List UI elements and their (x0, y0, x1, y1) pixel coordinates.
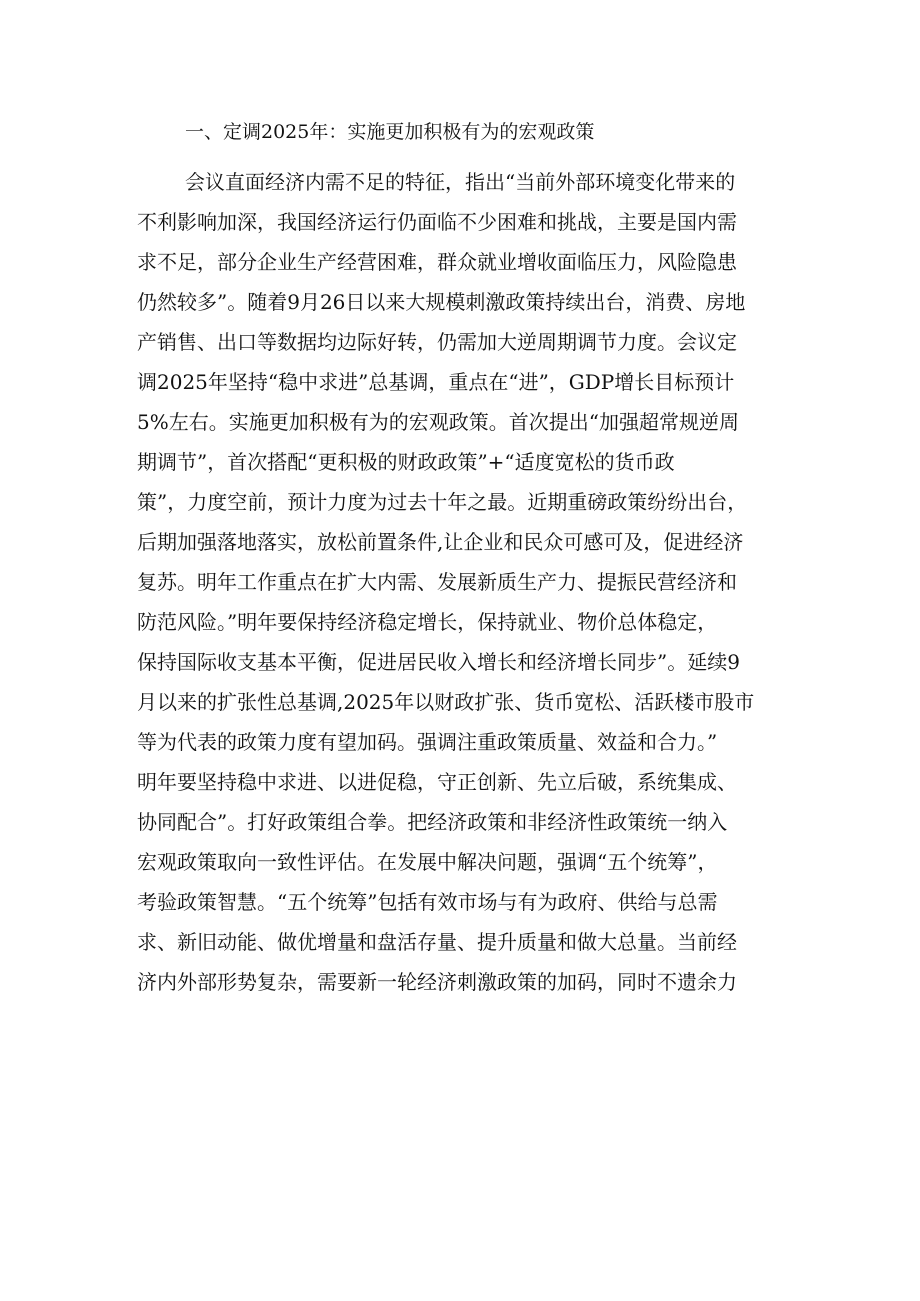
text-line: 产销售、出口等数据均边际好转，仍需加大逆周期调节力度。会议定 (137, 330, 737, 354)
text-line: 期调节”，首次搭配“更积极的财政政策”+“适度宽松的货币政 (137, 450, 675, 474)
body-paragraph (137, 162, 797, 1002)
text-line: 考验政策智慧。“五个统筹”包括有效市场与有为政府、供给与总需 (137, 890, 718, 914)
text-line: 复苏。明年工作重点在扩大内需、发展新质生产力、提振民营经济和 (137, 570, 737, 594)
text-line: 会议直面经济内需不足的特征，指出“当前外部环境变化带来的 (185, 170, 736, 194)
text-line: 不利影响加深，我国经济运行仍面临不少困难和挑战，主要是国内需 (137, 210, 737, 234)
text-line: 求、新旧动能、做优增量和盘活存量、提升质量和做大总量。当前经 (137, 930, 737, 954)
text-line: 济内外部形势复杂，需要新一轮经济刺激政策的加码，同时不遗余力 (137, 970, 737, 994)
text-line: 保持国际收支基本平衡，促进居民收入增长和经济增长同步”。延续9 (137, 650, 740, 674)
text-line: 调2025年坚持“稳中求进”总基调，重点在“进”，GDP增长目标预计 (137, 370, 735, 394)
text-line: 协同配合”。打好政策组合拳。把经济政策和非经济性政策统一纳入 (137, 810, 728, 834)
text-line: 月以来的扩张性总基调,2025年以财政扩张、货币宽松、活跃楼市股市 (137, 690, 755, 714)
text-line: 策”，力度空前，预计力度为过去十年之最。近期重磅政策纷纷出台， (137, 490, 748, 514)
text-line: 宏观政策取向一致性评估。在发展中解决问题，强调“五个统筹”， (137, 850, 718, 874)
text-line: 仍然较多”。随着9月26日以来大规模刺激政策持续出台，消费、房地 (137, 290, 746, 314)
text-line: 防范风险。”明年要保持经济稳定增长，保持就业、物价总体稳定， (137, 610, 718, 634)
text-line: 5%左右。实施更加积极有为的宏观政策。首次提出“加强超常规逆周 (137, 410, 739, 434)
text-line: 等为代表的政策力度有望加码。强调注重政策质量、效益和合力。” (137, 730, 718, 754)
text-line: 求不足，部分企业生产经营困难，群众就业增收面临压力，风险隐患 (137, 250, 737, 274)
text-line: 后期加强落地落实，放松前置条件,让企业和民众可感可及，促进经济 (137, 530, 744, 554)
section-heading: 一、定调2025年：实施更加积极有为的宏观政策 (185, 121, 595, 143)
text-line: 明年要坚持稳中求进、以进促稳，守正创新、先立后破，系统集成、 (137, 770, 737, 794)
